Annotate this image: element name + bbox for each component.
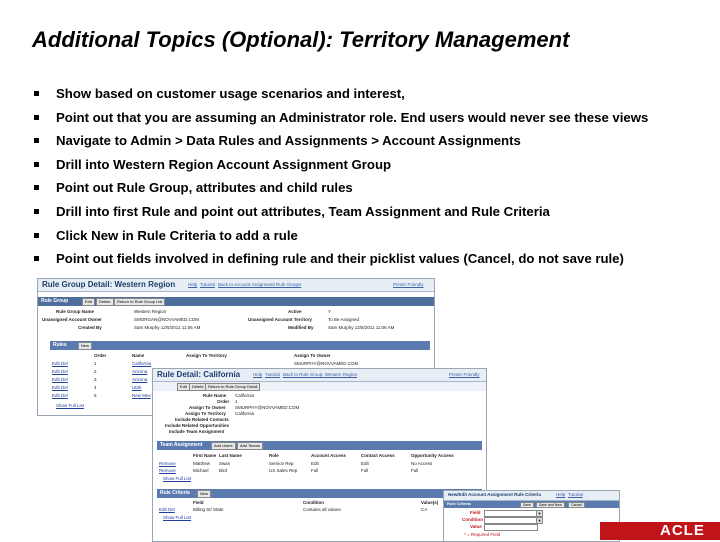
row-actions[interactable]: Edit Del [159, 507, 175, 512]
cell: Service Rep [269, 461, 294, 466]
help-link[interactable]: Help [556, 492, 566, 497]
field-label: Condition [462, 517, 483, 522]
slide-title: Additional Topics (Optional): Territory Management [32, 27, 570, 52]
help-link[interactable]: Help [188, 282, 198, 287]
field-label: Created By [78, 325, 102, 330]
rule-criteria-bar [157, 489, 482, 498]
field-label: Include Related Contacts [175, 417, 229, 422]
delete-button[interactable]: Delete [96, 298, 114, 306]
bullet-item [34, 157, 648, 181]
column-header: Account Access [311, 453, 346, 458]
help-link[interactable]: Help [253, 372, 263, 377]
bullet-text: Point out that you are assuming an Administrator role. End users would never see these views [56, 109, 649, 125]
row-order: 5 [94, 393, 97, 398]
criteria-table-header [153, 500, 486, 506]
edit-button[interactable]: Edit [82, 298, 95, 306]
row-name-link[interactable]: New Mex [132, 393, 151, 398]
bullet-item [34, 180, 648, 204]
edit-button[interactable]: Edit [177, 383, 190, 391]
field-row [38, 317, 434, 323]
show-full-list-text[interactable]: Show Full List [56, 403, 85, 408]
field-value: Sam Murphy 12/5/2011 11:06 AM [328, 325, 395, 330]
cell: Edit [361, 461, 369, 466]
team-section-title: Team Assignment [160, 442, 203, 448]
field-label: Assign To Territory [185, 411, 226, 416]
team-table-header [153, 453, 486, 459]
back-link[interactable]: Back to Rule Group: Western Region [283, 372, 357, 377]
column-header: Role [269, 453, 279, 458]
bullet-text: Point out fields involved in defining rule and their picklist values (Cancel, do not save rule) [56, 251, 624, 267]
column-header: Field [193, 500, 204, 505]
row-actions[interactable]: Edit Del [52, 393, 68, 398]
required-text: * = Required Field [464, 532, 501, 537]
field-row [38, 309, 434, 315]
oracle-logo: ACLE [660, 522, 705, 539]
field-label: Include Team Assignment [169, 429, 225, 434]
rule-group-section-bar [38, 297, 434, 306]
printer-friendly-link[interactable]: Printer Friendly [449, 372, 480, 377]
cell: Swan [219, 461, 231, 466]
column-header: Opportunity Access [411, 453, 454, 458]
rules-table-header [38, 353, 434, 359]
bullet-text: Drill into Western Region Account Assignment Group [56, 156, 392, 172]
rule-group-title: Rule Group Detail: Western Region [42, 280, 176, 289]
field-row [444, 517, 619, 523]
remove-link[interactable]: Remove [159, 461, 176, 466]
bullet-marker [34, 115, 39, 120]
chevron-down-icon[interactable]: ▼ [537, 511, 542, 516]
field-select[interactable] [484, 510, 538, 517]
cancel-button[interactable]: Cancel [568, 502, 585, 508]
bullet-item [34, 86, 648, 110]
column-header: Value(s) [421, 500, 439, 505]
row-order: 4 [94, 385, 97, 390]
criteria-section-title: Rule Criteria [160, 490, 190, 496]
rule-criteria-screenshot [443, 490, 620, 542]
bullet-text: Drill into first Rule and point out attributes, Team Assignment and Rule Criteria [56, 203, 550, 219]
cell: Billing St/ State [193, 507, 224, 512]
field-label: Unassigned Account Owner [42, 317, 102, 322]
field-value: SMURPHY@NOVVAMED.COM [235, 405, 300, 410]
cell: Matthew [193, 461, 211, 466]
section-title: Rule Group [41, 298, 69, 304]
bullet-marker [34, 233, 39, 238]
row-order: 2 [94, 369, 97, 374]
column-header: Assign To Territory [186, 353, 227, 358]
rule-group-header [38, 279, 434, 292]
bullet-marker [34, 138, 39, 143]
chevron-down-icon[interactable]: ▼ [537, 518, 542, 523]
field-row [38, 325, 434, 331]
row-name-link[interactable]: California [132, 361, 152, 366]
bullet-marker [34, 209, 39, 214]
bullet-item [34, 251, 648, 275]
show-full-list-text[interactable]: Show Full List [163, 476, 192, 481]
tutorial-link[interactable]: Tutorial [200, 282, 215, 287]
field-row [153, 429, 486, 435]
field-label: Unassigned Account Territory [248, 317, 313, 322]
bullet-text: Click New in Rule Criteria to add a rule [56, 227, 298, 243]
delete-button[interactable]: Delete [189, 383, 207, 391]
field-label: Active [288, 309, 302, 314]
bullet-marker [34, 185, 39, 190]
cell: Full [311, 468, 319, 473]
show-full-list-text[interactable]: Show Full List [163, 515, 192, 520]
bullet-item [34, 133, 648, 157]
field-label: Modified By [288, 325, 314, 330]
bullet-text: Point out Rule Group, attributes and child rules [56, 180, 353, 196]
row-name-link[interactable]: Arizona [132, 377, 148, 382]
condition-select[interactable] [484, 517, 538, 524]
field-value: Western Region [134, 309, 167, 314]
save-button[interactable]: Save [520, 502, 534, 508]
row-order: 3 [94, 377, 97, 382]
field-label: Rule Group Name [56, 309, 95, 314]
team-assignment-bar [157, 441, 482, 450]
row-actions[interactable]: Edit Del [52, 369, 68, 374]
new-criteria-button[interactable]: New [197, 490, 211, 498]
bullet-marker [34, 162, 39, 167]
add-users-button[interactable]: Add Users [211, 442, 236, 450]
cell: Bird [219, 468, 228, 473]
field-value: 1 [235, 399, 238, 404]
criteria-button-bar [444, 501, 619, 508]
tutorial-link[interactable]: Tutorial [265, 372, 280, 377]
new-rule-button[interactable]: New [78, 342, 92, 350]
table-row [153, 468, 486, 474]
field-label: Value [470, 524, 482, 529]
cell: Edit [311, 461, 319, 466]
add-teams-button[interactable]: Add Teams [237, 442, 263, 450]
rules-section-bar [50, 341, 430, 350]
bullet-text: Show based on customer usage scenarios and interest, [56, 86, 405, 101]
criteria-title: New/Edit Account Assignment Rule Criteria [448, 492, 541, 497]
bullet-marker [34, 256, 39, 261]
field-value: California [235, 411, 255, 416]
rule-detail-screenshot [152, 368, 487, 542]
printer-friendly-link[interactable]: Printer Friendly [393, 282, 424, 287]
cell: CA [421, 507, 428, 512]
bullet-item [34, 110, 648, 134]
rule-detail-button-bar [153, 382, 486, 391]
save-and-new-button[interactable]: Save and New [536, 502, 565, 508]
field-label: Include Related Opportunities [165, 423, 230, 428]
field-row [444, 510, 619, 516]
row-actions[interactable]: Edit Del [52, 385, 68, 390]
field-value: California [235, 393, 255, 398]
field-value: To Be Assigned [328, 317, 360, 322]
return-button[interactable]: Return to Rule Group Detail [205, 383, 260, 391]
cell: Full [411, 468, 419, 473]
field-label: Rule Name [203, 393, 227, 398]
table-row [153, 507, 486, 513]
column-header: Order [94, 353, 107, 358]
row-name-link[interactable]: Arizona [132, 369, 148, 374]
remove-link[interactable]: Remove [159, 468, 176, 473]
field-row [444, 524, 619, 530]
field-value: Sam Murphy 12/5/2011 11:06 AM [134, 325, 201, 330]
bullet-item [34, 228, 648, 252]
table-row [153, 461, 486, 467]
column-header: First Name [193, 453, 217, 458]
column-header: Contact Access [361, 453, 395, 458]
table-row [38, 361, 434, 367]
field-label: Field [470, 510, 481, 515]
back-link[interactable]: Back to Account Assignment Rule Groups [218, 282, 302, 287]
row-actions[interactable]: Edit Del [52, 377, 68, 382]
column-header: Condition [303, 500, 324, 505]
row-order: 1 [94, 361, 97, 366]
field-value: SMORGAN@NOVVAMED.COM [134, 317, 199, 322]
rule-detail-header [153, 369, 486, 382]
return-to-list-button[interactable]: Return to Rule Group List [114, 298, 165, 306]
bullet-text: Navigate to Admin > Data Rules and Assignments > Account Assignments [56, 133, 521, 149]
field-label: Order [217, 399, 230, 404]
value-input[interactable] [484, 524, 538, 531]
column-header: Last Name [219, 453, 242, 458]
column-header: Assign To Owner [294, 353, 331, 358]
column-header: Name [132, 353, 145, 358]
bullet-marker [34, 91, 39, 96]
rules-section-title: Rules [53, 342, 67, 348]
row-name-link[interactable]: Utah [132, 385, 142, 390]
section-title: Rule Criteria [447, 501, 471, 506]
cell: No Access [411, 461, 433, 466]
cell: Michael [193, 468, 209, 473]
field-label: Assign To Owner [189, 405, 226, 410]
rule-detail-title: Rule Detail: California [157, 370, 241, 379]
bullet-list [34, 86, 648, 275]
row-actions[interactable]: Edit Del [52, 361, 68, 366]
cell: Contains all values [303, 507, 341, 512]
cell: Full [361, 468, 369, 473]
bullet-item [34, 204, 648, 228]
field-value: Y [328, 309, 332, 314]
row-owner: SMURPHY@NOVVAMED.COM [294, 361, 359, 366]
tutorial-link[interactable]: Tutorial [568, 492, 583, 497]
cell: US Sales Rep [269, 468, 298, 473]
criteria-header [444, 491, 619, 501]
